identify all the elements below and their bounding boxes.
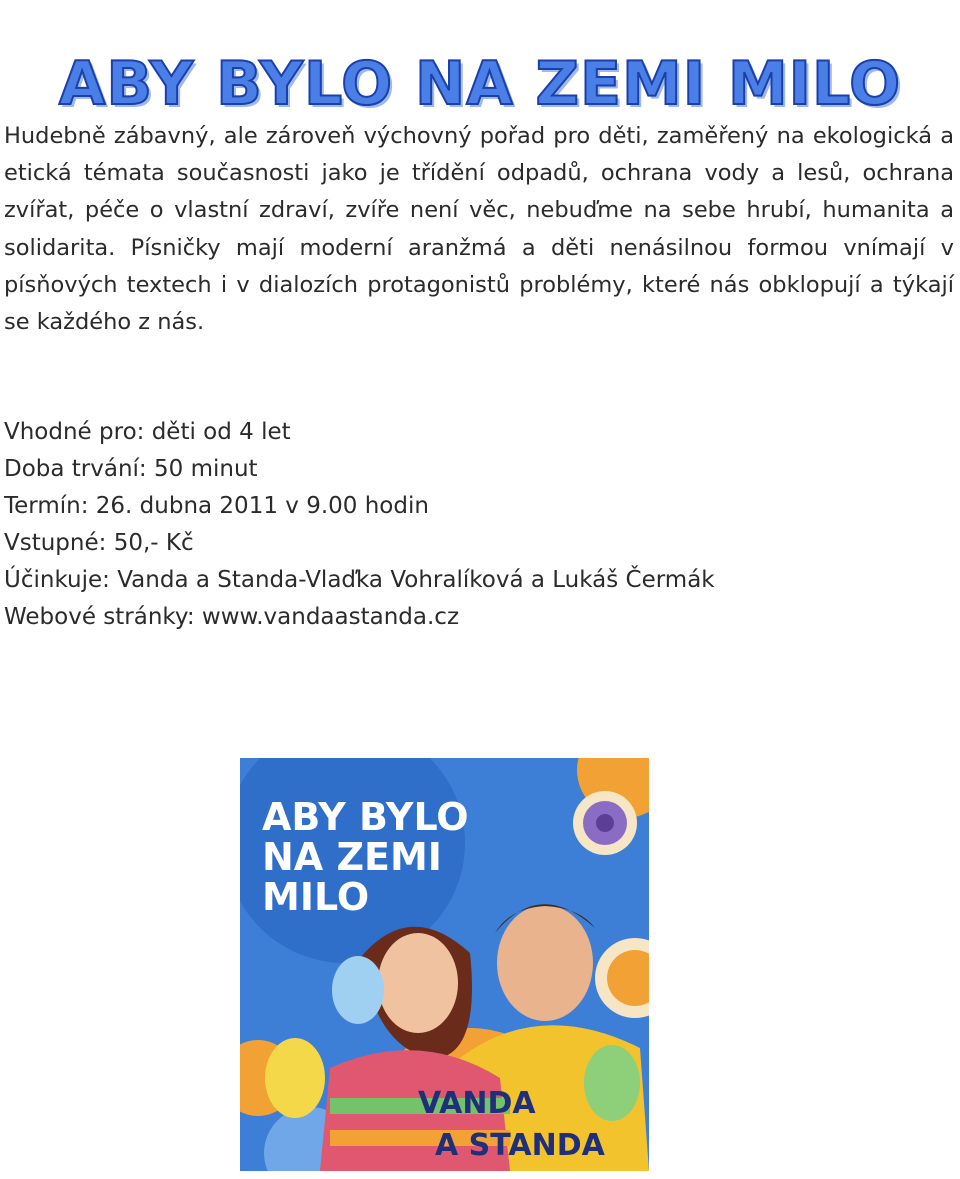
detail-admission: Vstupné: 50,- Kč — [4, 530, 194, 557]
cover-brand-line-2: A STANDA — [435, 1128, 605, 1163]
cover-image — [240, 758, 649, 1171]
cover-brand-line-1: VANDA — [418, 1086, 536, 1121]
detail-website: Webové stránky: www.vandaastanda.cz — [4, 604, 460, 631]
event-details — [4, 414, 954, 637]
cover-title-line-2: NA ZEMI — [262, 835, 442, 879]
cover-title-line-3: MILO — [262, 875, 370, 919]
detail-duration: Doba trvání: 50 minut — [4, 456, 258, 483]
detail-date: Termín: 26. dubna 2011 v 9.00 hodin — [4, 493, 429, 520]
intro-paragraph: Hudebně zábavný, ale zároveň výchovný pořad pro děti, zaměřený na ekologická a etická témata současnosti jako je třídění odpadů, ochrana vody a lesů, ochrana zvířat, péče o vlastní zdraví, zvíře není věc, nebuďme na sebe hrubí, humanita a solidarita. Písničky mají moderní aranžmá a děti nenásilnou formou vnímají v písňových textech i v dialozích protagonistů problémy, které nás obklopují a týkají se každého z nás. — [4, 123, 954, 336]
cover-title-line-1: ABY BYLO — [262, 795, 469, 839]
page-title: ABY BYLO NA ZEMI MILO — [58, 49, 902, 120]
detail-performers: Účinkuje: Vanda a Standa-Vlaďka Vohralíková a Lukáš Čermák — [4, 567, 715, 594]
detail-suitable-for: Vhodné pro: děti od 4 let — [4, 419, 291, 445]
